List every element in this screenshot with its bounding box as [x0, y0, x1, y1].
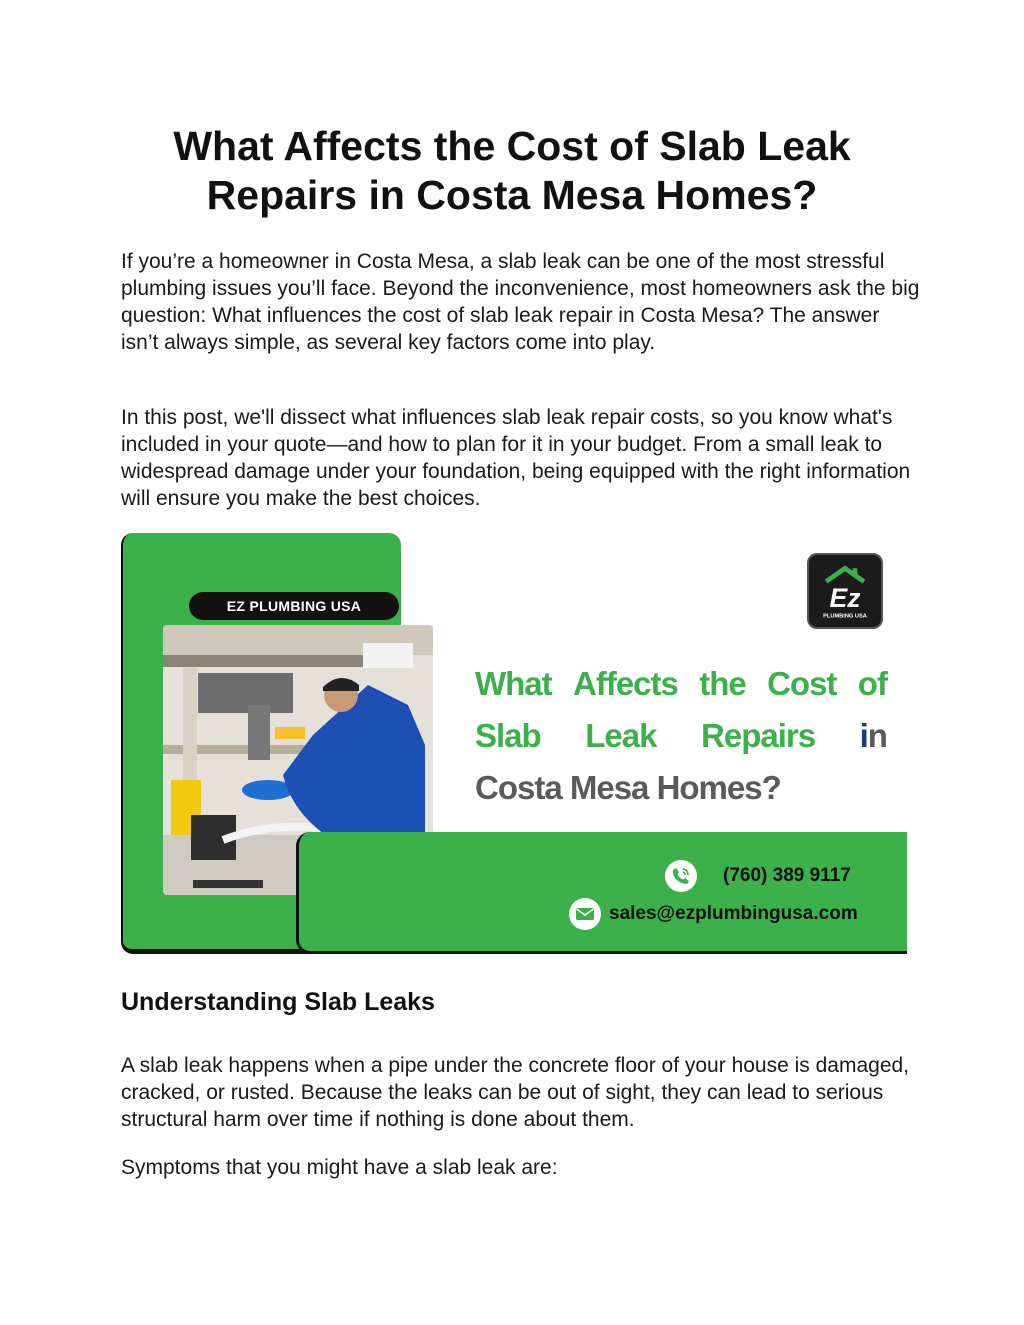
ez-plumbing-logo	[807, 553, 883, 629]
title-line-2: Repairs in Costa Mesa Homes?	[206, 172, 818, 218]
document-title	[100, 122, 924, 220]
headline-word-in	[860, 710, 887, 762]
intro-paragraph-1: If you’re a homeowner in Costa Mesa, a slab leak can be one of the most stressful plumbing issues you’ll face. Beyond the inconvenience, most homeowners ask the big question: What influences the cost of slab leak repair in Costa Mesa? The answer isn’t always simple, as several key factors come into play.	[121, 250, 920, 354]
brand-tag-pill: EZ PLUMBING USA	[189, 592, 399, 620]
phone-number: (760) 389 9117	[723, 865, 851, 886]
headline-word: the	[699, 665, 746, 702]
headline-word: Leak	[585, 717, 657, 754]
title-line-1: What Affects the Cost of Slab Leak	[173, 123, 851, 169]
headline-word: What	[475, 665, 552, 702]
contact-panel	[296, 832, 907, 954]
headline-letter-i: i	[859, 717, 868, 754]
headline-word: of	[857, 665, 887, 702]
headline-row-3	[475, 762, 887, 814]
email-row	[569, 898, 858, 930]
section-heading: Understanding Slab Leaks	[121, 988, 435, 1016]
headline-word: Repairs	[701, 717, 816, 754]
section-paragraph-1: A slab leak happens when a pipe under the concrete floor of your house is damaged, cracked, or rusted. Because the leaks can be out of sight, they can lead to serious structural harm over time if nothing is done about them.	[121, 1054, 910, 1131]
headline-row-1	[475, 658, 887, 710]
headline-word: Slab	[475, 717, 541, 754]
banner-headline	[475, 658, 887, 814]
headline-letter-n: n	[867, 717, 887, 754]
email-address: sales@ezplumbingusa.com	[609, 903, 858, 924]
promo-banner-image	[121, 533, 907, 956]
headline-row-2	[475, 710, 887, 762]
headline-word: Cost	[767, 665, 837, 702]
phone-icon	[665, 860, 697, 892]
logo-subtext: PLUMBING USA	[823, 613, 867, 620]
logo-text: Ez	[829, 583, 861, 614]
headline-row-3-text: Costa Mesa Homes?	[475, 769, 781, 806]
phone-row	[665, 860, 851, 892]
section-paragraph-2: Symptoms that you might have a slab leak are:	[121, 1156, 558, 1179]
headline-word: Affects	[573, 665, 678, 702]
email-icon	[569, 898, 601, 930]
intro-paragraph-2: In this post, we'll dissect what influences slab leak repair costs, so you know what's included in your quote—and how to plan for it in your budget. From a small leak to widespread damage under your foundation, being equipped with the right information will ensure you make the best choices.	[121, 406, 911, 510]
